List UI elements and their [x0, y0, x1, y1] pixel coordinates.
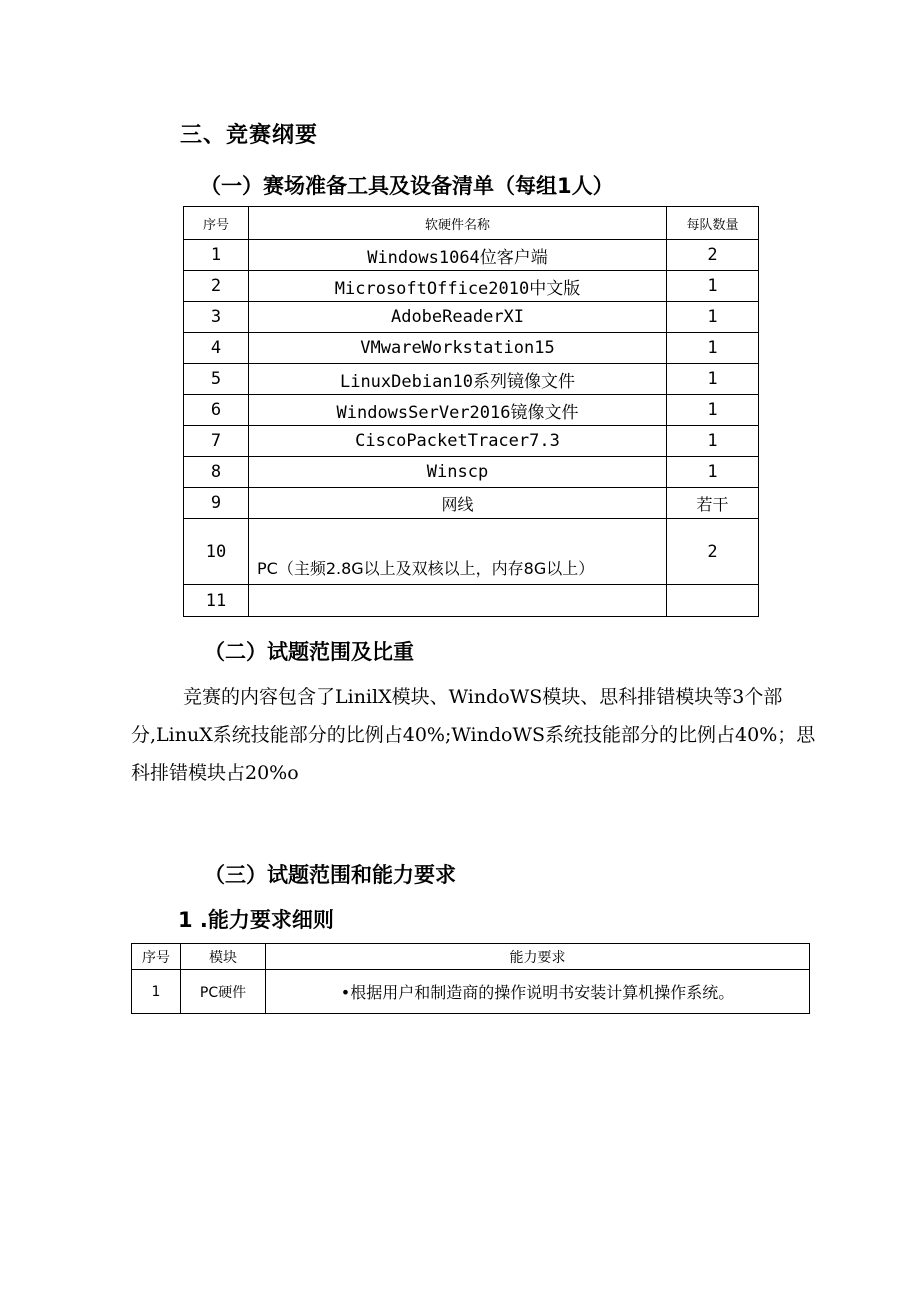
- row-qty: 1: [667, 395, 759, 426]
- header-qty: 每队数量: [667, 207, 759, 240]
- row-qty: 2: [667, 519, 759, 585]
- ability-heading: （三）试题范围和能力要求: [204, 863, 456, 887]
- row-name: Winscp: [249, 457, 667, 488]
- row-name: AdobeReaderXI: [249, 302, 667, 333]
- header-module: 模块: [181, 944, 266, 970]
- row-no: 1: [184, 240, 249, 271]
- table-row: [184, 585, 759, 617]
- row-name: [249, 585, 667, 617]
- ability-table-header: [132, 944, 810, 970]
- row-no: 3: [184, 302, 249, 333]
- row-no: 7: [184, 426, 249, 457]
- equipment-table: [183, 206, 759, 617]
- row-qty: 1: [667, 364, 759, 395]
- row-qty: 2: [667, 240, 759, 271]
- row-name: WindowsSerVer2016镜像文件: [249, 395, 667, 426]
- row-qty: 1: [667, 271, 759, 302]
- row-qty: 1: [667, 426, 759, 457]
- scope-paragraph-text: 竞赛的内容包含了LinilX模块、WindoWS模块、思科排错模块等3个部分,LinuX系统技能部分的比例占40%;WindoWS系统技能部分的比例占40%；思科排错模块占20%o: [131, 686, 816, 784]
- row-no: 6: [184, 395, 249, 426]
- table-row: [184, 519, 759, 585]
- row-qty: 1: [667, 333, 759, 364]
- table-row: [184, 271, 759, 302]
- section-title: 三、竞赛纲要: [180, 123, 319, 148]
- table-row: [184, 240, 759, 271]
- table-row: [184, 426, 759, 457]
- ability-details-heading: 1 .能力要求细则: [178, 908, 334, 932]
- scope-weight-heading: （二）试题范围及比重: [204, 640, 414, 664]
- row-name: VMwareWorkstation15: [249, 333, 667, 364]
- row-name: PC（主频2.8G以上及双核以上，内存8G以上）: [249, 519, 667, 585]
- row-no: 11: [184, 585, 249, 617]
- row-no: 2: [184, 271, 249, 302]
- row-name: MicrosoftOffice2010中文版: [249, 271, 667, 302]
- row-qty: [667, 585, 759, 617]
- row-no: 5: [184, 364, 249, 395]
- row-qty: 1: [667, 302, 759, 333]
- row-name: CiscoPacketTracer7.3: [249, 426, 667, 457]
- row-name: Windows1064位客户端: [249, 240, 667, 271]
- row-no: 9: [184, 488, 249, 519]
- header-requirement: 能力要求: [266, 944, 810, 970]
- row-no: 4: [184, 333, 249, 364]
- table-row: [184, 457, 759, 488]
- header-no: 序号: [184, 207, 249, 240]
- table-row: [184, 488, 759, 519]
- row-requirement: •根据用户和制造商的操作说明书安装计算机操作系统。: [266, 970, 810, 1014]
- table-row: [184, 395, 759, 426]
- row-name: LinuxDebian10系列镜像文件: [249, 364, 667, 395]
- table-row: [184, 364, 759, 395]
- row-qty: 1: [667, 457, 759, 488]
- table-row: [184, 302, 759, 333]
- row-module: PC硬件: [181, 970, 266, 1014]
- scope-paragraph: [131, 678, 816, 792]
- row-no: 1: [132, 970, 181, 1014]
- equipment-table-header: [184, 207, 759, 240]
- ability-table: [131, 943, 810, 1014]
- row-no: 8: [184, 457, 249, 488]
- row-qty: 若干: [667, 488, 759, 519]
- table-row: [132, 970, 810, 1014]
- row-name: 网线: [249, 488, 667, 519]
- row-no: 10: [184, 519, 249, 585]
- header-no: 序号: [132, 944, 181, 970]
- header-name: 软硬件名称: [249, 207, 667, 240]
- table-row: [184, 333, 759, 364]
- equipment-list-heading: （一）赛场准备工具及设备清单（每组1人）: [200, 174, 614, 198]
